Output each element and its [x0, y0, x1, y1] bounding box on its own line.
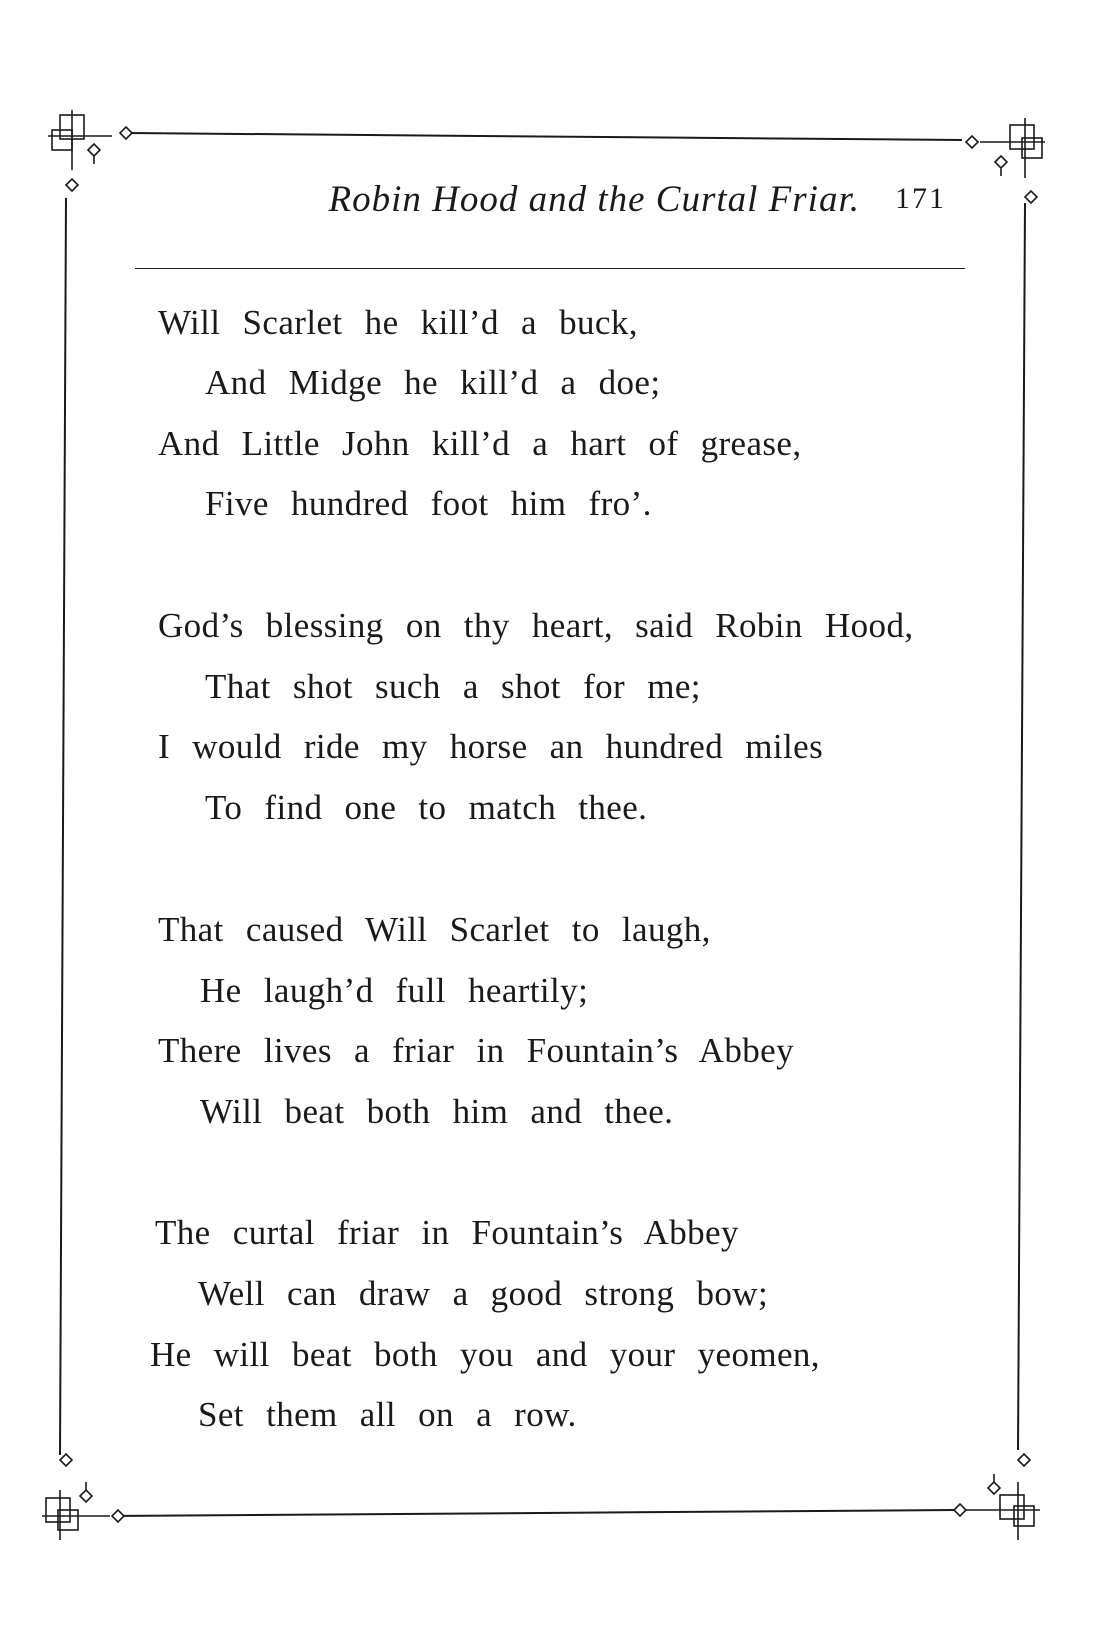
verse-line: And Little John kill’d a hart of grease,	[158, 424, 802, 463]
verse-line: God’s blessing on thy heart, said Robin Hood,	[158, 606, 914, 645]
verse-line: Set them all on a row.	[198, 1395, 577, 1434]
verse-line: That caused Will Scarlet to laugh,	[158, 910, 711, 949]
corner-ornament-bottom-right-icon	[954, 1454, 1040, 1540]
verse-line: To find one to match thee.	[205, 788, 648, 827]
verse-line: I would ride my horse an hundred miles	[158, 727, 824, 766]
running-head	[0, 178, 960, 228]
border-left-line	[60, 198, 66, 1455]
verse-line: Well can draw a good strong bow;	[198, 1274, 769, 1313]
verse-line: There lives a friar in Fountain’s Abbey	[158, 1031, 794, 1070]
verse-line: Will Scarlet he kill’d a buck,	[158, 303, 638, 342]
verse-line: That shot such a shot for me;	[205, 667, 701, 706]
border-top-line	[128, 133, 962, 140]
running-title: Robin Hood and the Curtal Friar.	[328, 179, 860, 220]
verse-line: The curtal friar in Fountain’s Abbey	[155, 1213, 739, 1252]
border-right-line	[1018, 203, 1025, 1450]
border-bottom-line	[118, 1510, 955, 1516]
page-number: 171	[895, 182, 946, 215]
verse-line: He laugh’d full heartily;	[200, 971, 589, 1010]
verse-line: Will beat both him and thee.	[200, 1092, 674, 1131]
corner-ornament-bottom-left-icon	[42, 1454, 124, 1540]
verse-line: Five hundred foot him fro’.	[205, 484, 652, 523]
corner-ornament-top-right-icon	[966, 118, 1045, 203]
verse-line: And Midge he kill’d a doe;	[205, 363, 661, 402]
verse-line: He will beat both you and your yeomen,	[150, 1335, 820, 1374]
header-rule	[135, 268, 965, 269]
